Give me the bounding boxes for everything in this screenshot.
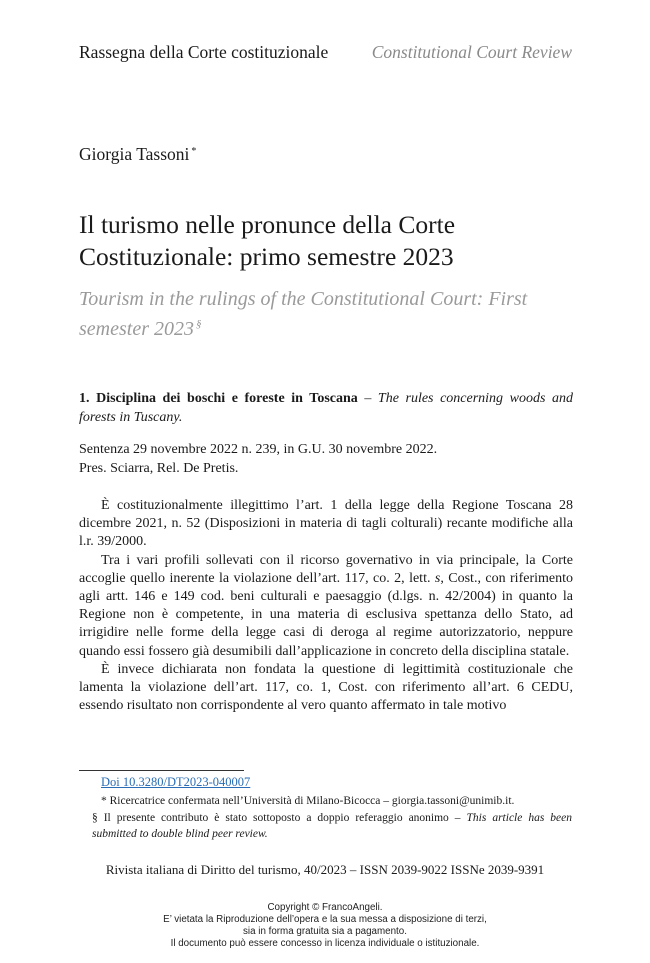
footnote-review — [92, 810, 572, 842]
copyright-line-2: E’ vietata la Riproduzione dell’opera e la sua messa a disposizione di terzi, — [163, 914, 487, 925]
section-heading-separator: – — [357, 391, 378, 406]
footnote-divider — [79, 770, 244, 771]
author-name-text: Giorgia Tassoni — [79, 144, 190, 164]
journal-footer: Rivista italiana di Diritto del turismo, 40/2023 – ISSN 2039-9022 ISSNe 2039-9391 — [105, 862, 545, 877]
body-text — [79, 497, 573, 715]
paragraph-2 — [79, 552, 573, 661]
paragraph-2-letter: s — [434, 570, 441, 586]
running-header-english: Constitutional Court Review — [371, 42, 572, 62]
paragraph-2-part-b: , Cost., con riferimento agli artt. 146 e 149 cod. beni culturali e paesaggio (d.lgs. n. 42/2004) in quanto la Regione non è competente, in una materia di esclusiva spettanza dello Stato, ad irrigidire nelle forme della legge casi di deroga al regime autorizzatorio, neppure quando essi fossero già desumibili dall’applicazione in concreto della disciplina statale. — [79, 570, 573, 659]
doi-link[interactable]: Doi 10.3280/DT2023-040007 — [101, 775, 251, 789]
copyright-line-4: Il documento può essere concesso in licenza individuale o istituzionale. — [170, 938, 480, 949]
section-heading-italian: 1. Disciplina dei boschi e foreste in Toscana — [79, 391, 358, 406]
author-name — [79, 144, 196, 165]
article-title: Il turismo nelle pronunce della Corte Costituzionale: primo semestre 2023 — [79, 210, 456, 271]
author-footnote-mark: * — [191, 146, 197, 157]
paragraph-3: È invece dichiarata non fondata la questione di legittimità costituzionale che lamenta la violazione dell’art. 117, co. 1, Cost. con riferimento all’art. 6 CEDU, essendo risultato non corrispondente al vero quanto affermato in tale motivo — [79, 661, 573, 714]
ruling-reference — [79, 441, 579, 478]
section-heading-english: The rules concerning woods and forests in Tuscany. — [79, 391, 573, 425]
running-header-journal: Rassegna della Corte costituzionale — [79, 42, 329, 62]
copyright-notice — [0, 902, 650, 950]
copyright-line-3: sia in forma gratuita sia a pagamento. — [243, 926, 407, 937]
footnote-review-italian: § Il presente contributo è stato sottoposto a doppio referaggio anonimo – — [92, 812, 467, 824]
paragraph-2-part-a: Tra i vari profili sollevati con il ricorso governativo in via principale, la Corte accoglie quello inerente la violazione dell’art. 117, co. 2, lett. — [79, 552, 573, 586]
article-subtitle-english — [79, 287, 579, 342]
copyright-line-1: Copyright © FrancoAngeli. — [267, 902, 383, 913]
paragraph-1: È costituzionalmente illegittimo l’art. 1 della legge della Regione Toscana 28 dicembre 2021, n. 52 (Disposizioni in materia di tagli colturali) recante modifiche alla l.r. 39/2000. — [79, 498, 573, 550]
footnote-author: * Ricercatrice confermata nell’Università di Milano-Bicocca – giorgia.tassoni@unimib.it. — [101, 795, 515, 807]
subtitle-footnote-mark: § — [195, 318, 202, 330]
ruling-line-judges: Pres. Sciarra, Rel. De Pretis. — [79, 460, 239, 476]
subtitle-text: Tourism in the rulings of the Constitutional Court: First semester 2023 — [79, 288, 528, 340]
section-heading — [79, 389, 573, 427]
footnote-review-english: This article has been submitted to double blind peer review. — [92, 812, 572, 840]
ruling-line-date: Sentenza 29 novembre 2022 n. 239, in G.U. 30 novembre 2022. — [79, 442, 438, 457]
